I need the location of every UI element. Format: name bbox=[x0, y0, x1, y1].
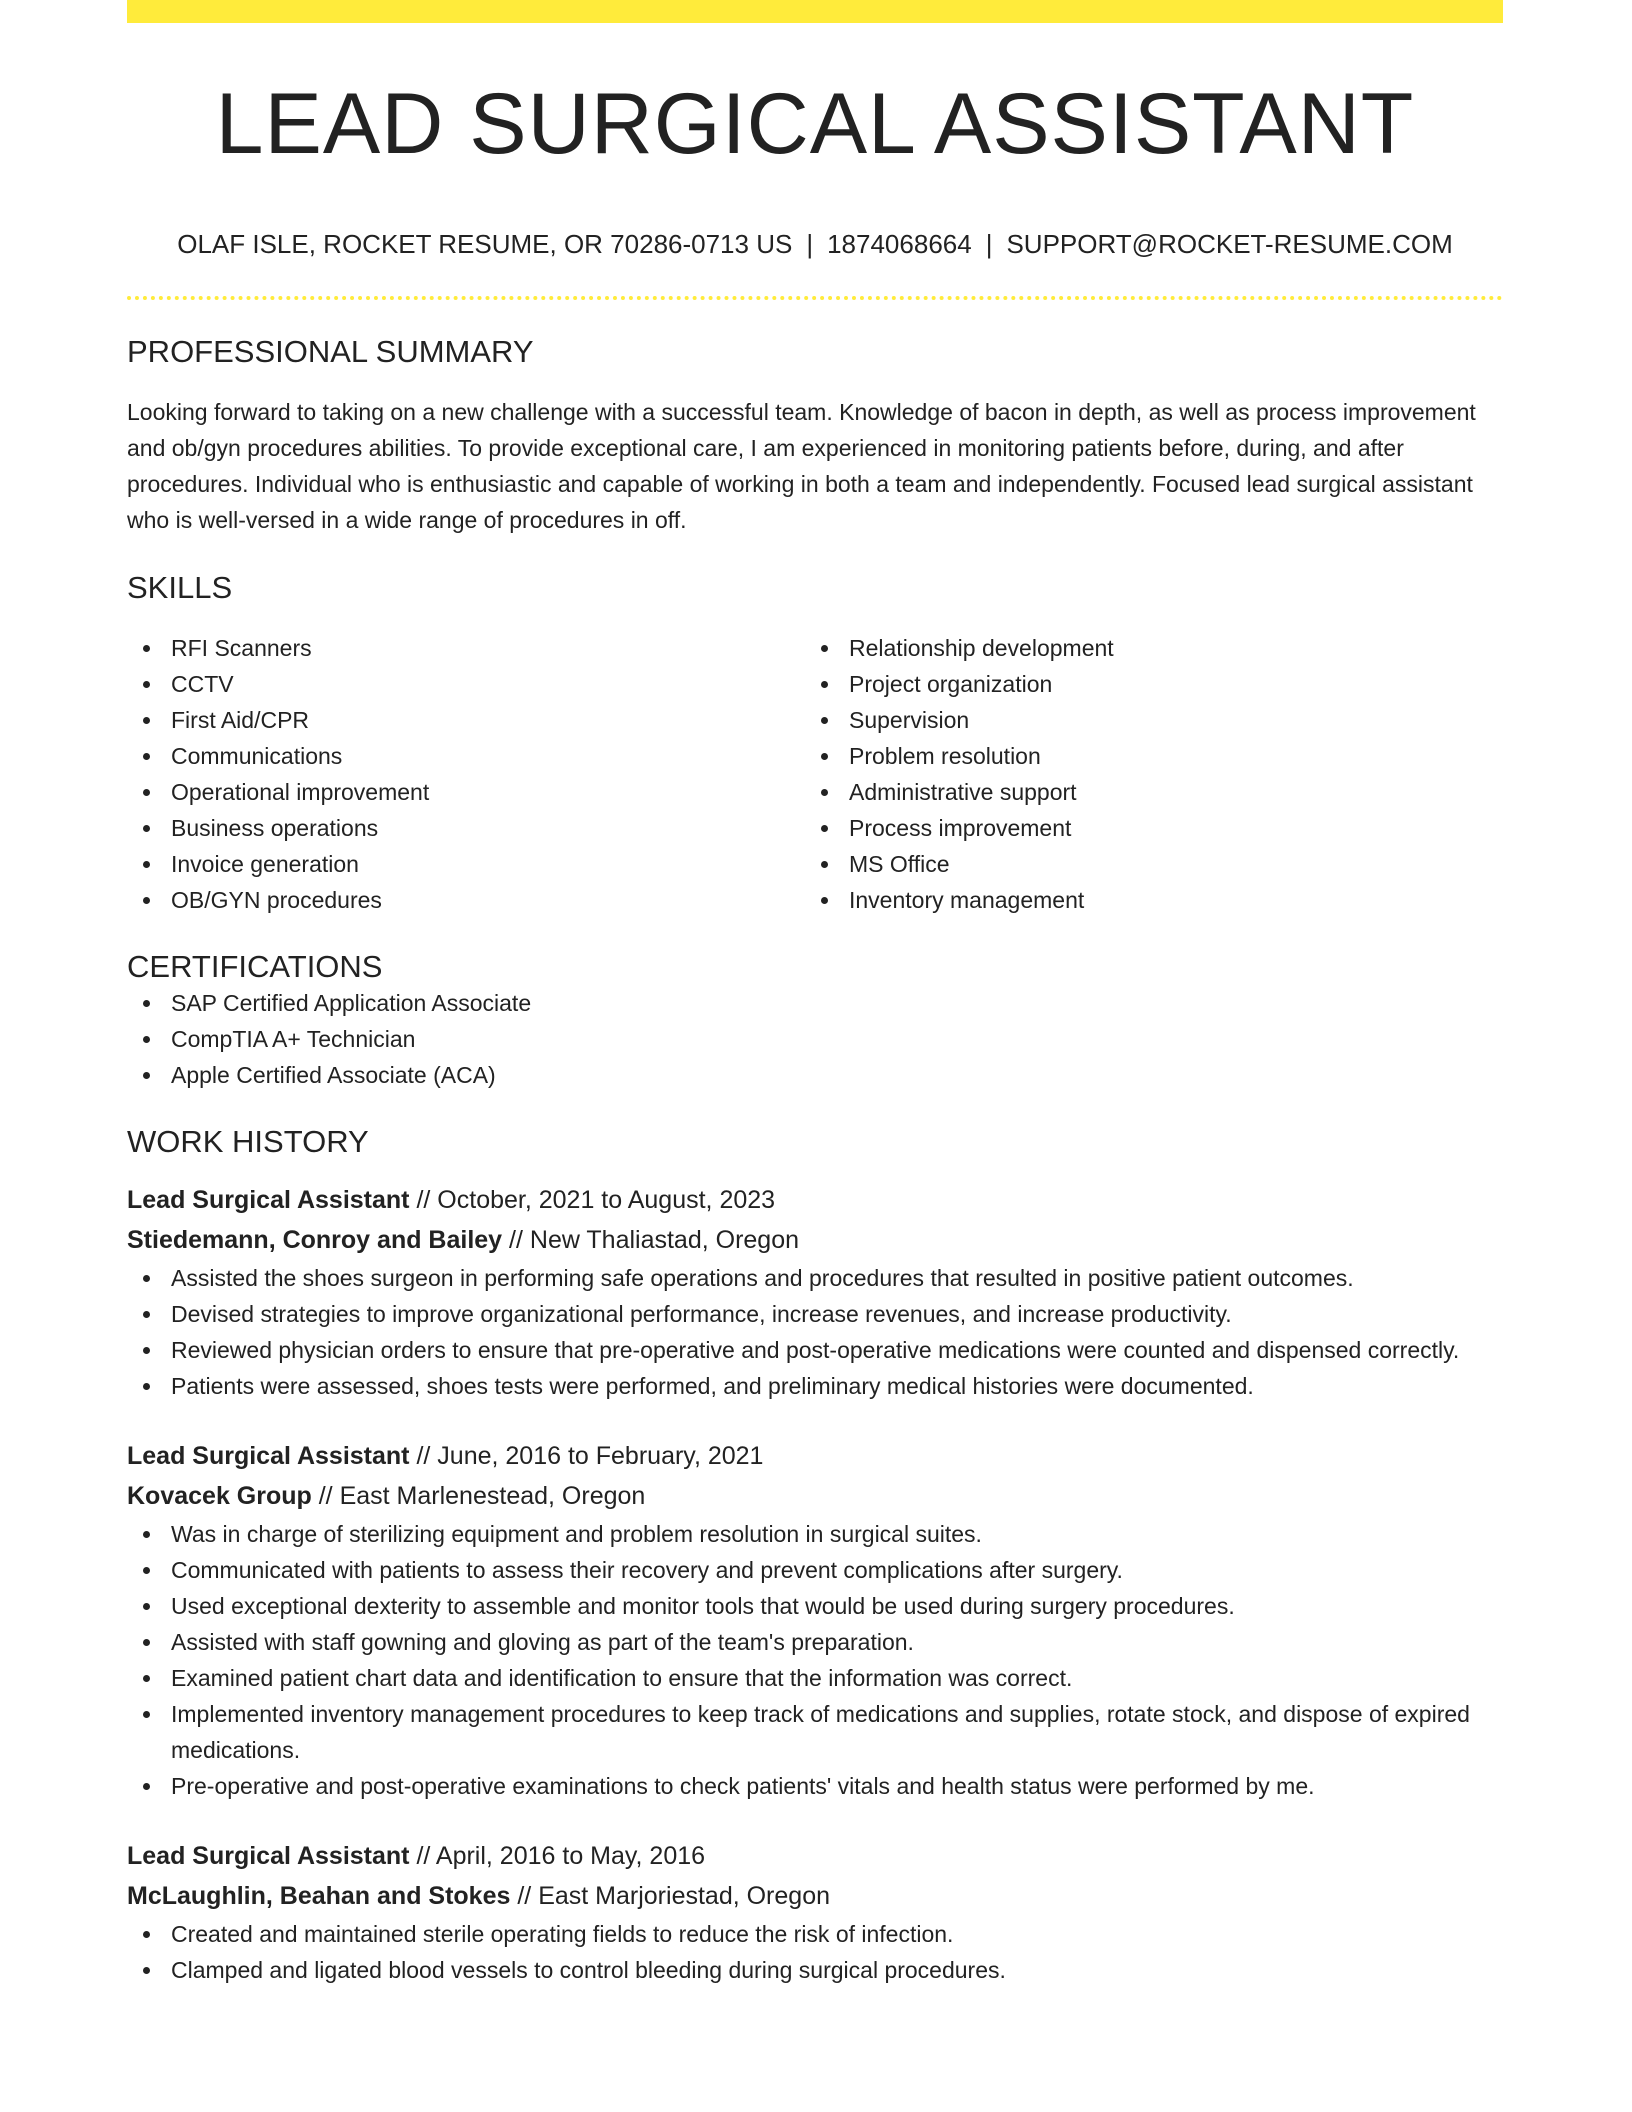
contact-line bbox=[127, 229, 1503, 259]
job-location: East Marlenestead, Oregon bbox=[339, 1482, 646, 1510]
job-bullet: Assisted with staff gowning and gloving as part of the team's preparation. bbox=[127, 1624, 1503, 1660]
resume-page bbox=[127, 0, 1503, 1988]
job-title-line bbox=[127, 1836, 1503, 1876]
skill-item: Process improvement bbox=[805, 810, 1483, 846]
skill-item: Inventory management bbox=[805, 882, 1483, 918]
job-location: New Thaliastad, Oregon bbox=[529, 1226, 800, 1254]
job-bullet: Devised strategies to improve organizational performance, increase revenues, and increase productivity. bbox=[127, 1296, 1503, 1332]
skill-item: OB/GYN procedures bbox=[127, 882, 805, 918]
job-bullet: Pre-operative and post-operative examinations to check patients' vitals and health status were performed by me. bbox=[127, 1768, 1503, 1804]
top-accent-bar bbox=[127, 0, 1503, 23]
job-separator: // bbox=[510, 1882, 539, 1910]
skill-item: Supervision bbox=[805, 702, 1483, 738]
job-bullets bbox=[127, 1260, 1503, 1404]
job-bullet: Created and maintained sterile operating fields to reduce the risk of infection. bbox=[127, 1916, 1503, 1952]
skills-list bbox=[127, 630, 1503, 918]
skill-item: CCTV bbox=[127, 666, 805, 702]
certifications-list bbox=[127, 985, 1503, 1093]
job-location: East Marjoriestad, Oregon bbox=[538, 1882, 830, 1910]
skill-item: Invoice generation bbox=[127, 846, 805, 882]
skill-item: Problem resolution bbox=[805, 738, 1483, 774]
summary-heading: PROFESSIONAL SUMMARY bbox=[127, 334, 534, 369]
job-company-line bbox=[127, 1220, 1503, 1260]
certification-item: SAP Certified Application Associate bbox=[127, 985, 1503, 1021]
job-dates: April, 2016 to May, 2016 bbox=[435, 1842, 706, 1870]
contact-separator: | bbox=[985, 229, 993, 259]
skill-item: Administrative support bbox=[805, 774, 1483, 810]
job-bullet: Patients were assessed, shoes tests were performed, and preliminary medical histories were documented. bbox=[127, 1368, 1503, 1404]
certification-item: CompTIA A+ Technician bbox=[127, 1021, 1503, 1057]
job-bullet: Used exceptional dexterity to assemble and monitor tools that would be used during surgery procedures. bbox=[127, 1588, 1503, 1624]
job-bullets bbox=[127, 1916, 1503, 1988]
job-separator: // bbox=[409, 1186, 438, 1214]
skill-item: Relationship development bbox=[805, 630, 1483, 666]
phone: 1874068664 bbox=[827, 229, 972, 259]
job-bullet: Communicated with patients to assess their recovery and prevent complications after surgery. bbox=[127, 1552, 1503, 1588]
job-title-line bbox=[127, 1180, 1503, 1220]
job-company: Stiedemann, Conroy and Bailey bbox=[127, 1226, 503, 1254]
job-bullet: Reviewed physician orders to ensure that pre-operative and post-operative medications were counted and dispensed correctly. bbox=[127, 1332, 1503, 1368]
email-link[interactable]: SUPPORT@ROCKET-RESUME.COM bbox=[1006, 229, 1453, 259]
job-dates: October, 2021 to August, 2023 bbox=[437, 1186, 776, 1214]
skills-heading: SKILLS bbox=[127, 570, 233, 605]
dotted-divider bbox=[127, 296, 1503, 300]
job-separator: // bbox=[409, 1442, 438, 1470]
work-history-heading: WORK HISTORY bbox=[127, 1124, 369, 1159]
certification-item: Apple Certified Associate (ACA) bbox=[127, 1057, 1503, 1093]
skill-item: First Aid/CPR bbox=[127, 702, 805, 738]
skills-column-right bbox=[805, 630, 1483, 918]
skills-column-left bbox=[127, 630, 805, 918]
skill-item: RFI Scanners bbox=[127, 630, 805, 666]
skill-item: Business operations bbox=[127, 810, 805, 846]
job-role: Lead Surgical Assistant bbox=[127, 1442, 410, 1470]
job-bullet: Was in charge of sterilizing equipment and problem resolution in surgical suites. bbox=[127, 1516, 1503, 1552]
page-title: LEAD SURGICAL ASSISTANT bbox=[215, 76, 1415, 172]
skill-item: Communications bbox=[127, 738, 805, 774]
job-role: Lead Surgical Assistant bbox=[127, 1186, 410, 1214]
job-dates: June, 2016 to February, 2021 bbox=[437, 1442, 764, 1470]
skill-item: MS Office bbox=[805, 846, 1483, 882]
job-entry bbox=[127, 1836, 1503, 1988]
job-bullet: Implemented inventory management procedures to keep track of medications and supplies, rotate stock, and dispose of expired medications. bbox=[127, 1696, 1503, 1768]
address: OLAF ISLE, ROCKET RESUME, OR 70286-0713 US bbox=[177, 229, 793, 259]
job-company: Kovacek Group bbox=[127, 1482, 312, 1510]
contact-separator: | bbox=[806, 229, 814, 259]
job-bullet: Clamped and ligated blood vessels to control bleeding during surgical procedures. bbox=[127, 1952, 1503, 1988]
job-bullet: Examined patient chart data and identification to ensure that the information was correct. bbox=[127, 1660, 1503, 1696]
job-separator: // bbox=[409, 1842, 436, 1870]
job-entry bbox=[127, 1180, 1503, 1404]
summary-text: Looking forward to taking on a new challenge with a successful team. Knowledge of bacon in depth, as well as process improvement and ob/gyn procedures abilities. To provide exceptional care, I am experienced in monitoring patients before, during, and after procedures. Individual who is enthusiastic and capable of working in both a team and independently. Focused lead surgical assistant who is well-versed in a wide range of procedures in off. bbox=[127, 399, 1476, 533]
job-company-line bbox=[127, 1476, 1503, 1516]
job-role: Lead Surgical Assistant bbox=[127, 1842, 410, 1870]
job-separator: // bbox=[311, 1482, 340, 1510]
skill-item: Operational improvement bbox=[127, 774, 805, 810]
certifications-heading: CERTIFICATIONS bbox=[127, 949, 383, 984]
job-separator: // bbox=[502, 1226, 530, 1254]
skill-item: Project organization bbox=[805, 666, 1483, 702]
job-bullets bbox=[127, 1516, 1503, 1804]
job-company: McLaughlin, Beahan and Stokes bbox=[127, 1882, 511, 1910]
job-entry bbox=[127, 1436, 1503, 1804]
job-title-line bbox=[127, 1436, 1503, 1476]
job-bullet: Assisted the shoes surgeon in performing safe operations and procedures that resulted in positive patient outcomes. bbox=[127, 1260, 1503, 1296]
job-company-line bbox=[127, 1876, 1503, 1916]
